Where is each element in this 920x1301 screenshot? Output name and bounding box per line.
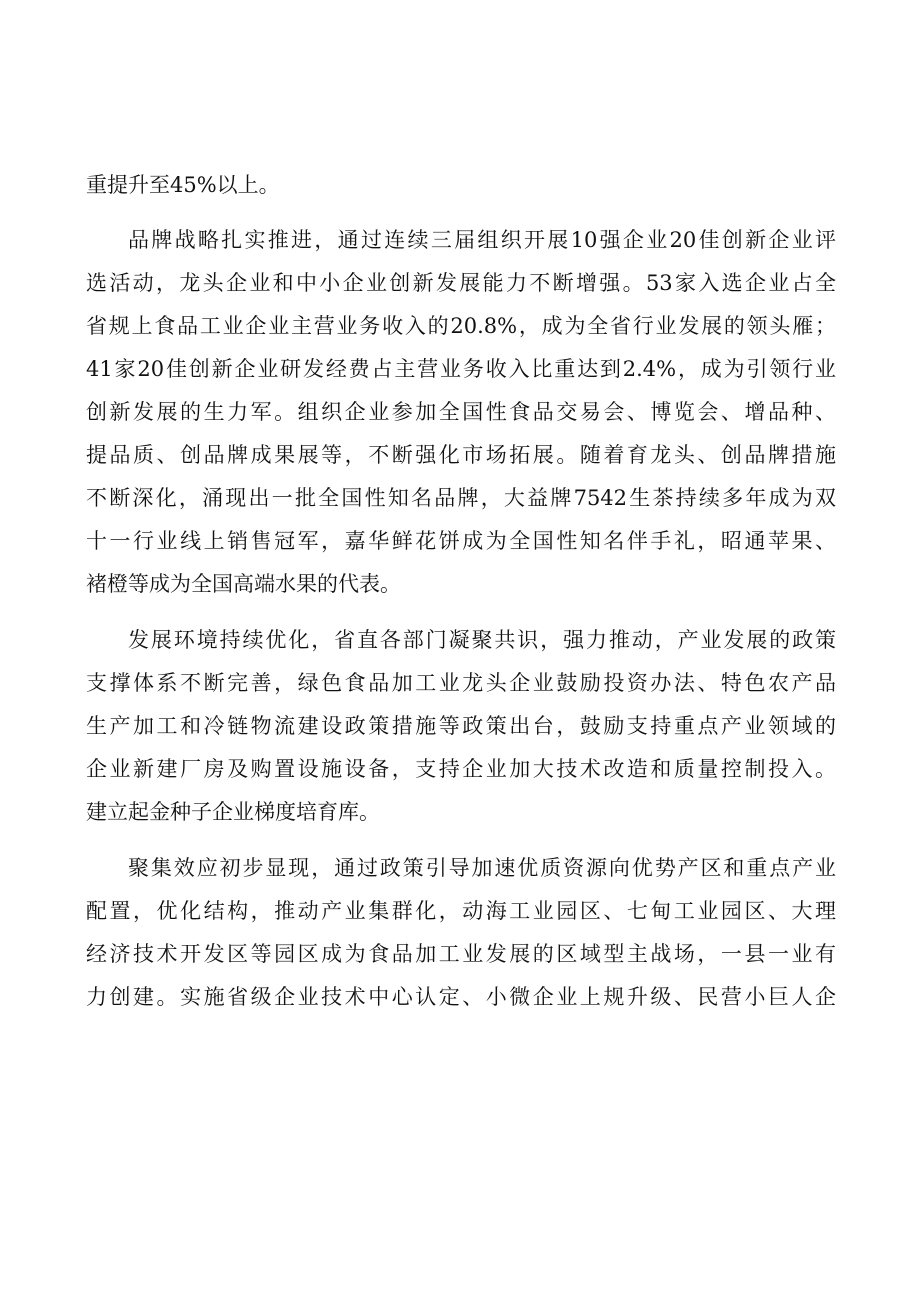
- paragraph-1-line-7: 不断深化，涌现出一批全国性知名品牌，大益牌7542生茶持续多年成为双: [86, 486, 836, 510]
- paragraph-2-line-4: 企业新建厂房及购置设施设备，支持企业加大技术改造和质量控制投入。: [86, 757, 836, 781]
- paragraph-1-line-3: 省规上食品工业企业主营业务收入的20.8%，成为全省行业发展的领头雁；: [86, 314, 836, 338]
- paragraph-1-line-4: 41家20佳创新企业研发经费占主营业务收入比重达到2.4%，成为引领行业: [86, 357, 836, 381]
- paragraph-2-line-5: 建立起金种子企业梯度培育库。: [86, 800, 380, 824]
- paragraph-1-line-2: 选活动，龙头企业和中小企业创新发展能力不断增强。53家入选企业占全: [86, 271, 836, 295]
- paragraph-0-line-1: 重提升至45%以上。: [86, 173, 280, 197]
- paragraph-2-line-2: 支撑体系不断完善，绿色食品加工业龙头企业鼓励投资办法、特色农产品: [86, 671, 836, 695]
- paragraph-1-line-6: 提品质、创品牌成果展等，不断强化市场拓展。随着育龙头、创品牌措施: [86, 443, 836, 467]
- paragraph-3-line-4: 力创建。实施省级企业技术中心认定、小微企业上规升级、民营小巨人企: [86, 985, 836, 1009]
- paragraph-1-line-8: 十一行业线上销售冠军，嘉华鲜花饼成为全国性知名伴手礼，昭通苹果、: [86, 529, 836, 553]
- paragraph-3-line-1: 聚集效应初步显现，通过政策引导加速优质资源向优势产区和重点产业: [128, 856, 836, 880]
- paragraph-3-line-3: 经济技术开发区等园区成为食品加工业发展的区域型主战场，一县一业有: [86, 942, 836, 966]
- paragraph-2-line-3: 生产加工和冷链物流建设政策措施等政策出台，鼓励支持重点产业领域的: [86, 714, 836, 738]
- paragraph-1-line-9: 褚橙等成为全国高端水果的代表。: [86, 572, 401, 596]
- paragraph-1-line-1: 品牌战略扎实推进，通过连续三届组织开展10强企业20佳创新企业评: [128, 228, 836, 252]
- paragraph-1-line-5: 创新发展的生力军。组织企业参加全国性食品交易会、博览会、增品种、: [86, 400, 836, 424]
- paragraph-3-line-2: 配置，优化结构，推动产业集群化，动海工业园区、七甸工业园区、大理: [86, 899, 836, 923]
- paragraph-2-line-1: 发展环境持续优化，省直各部门凝聚共识，强力推动，产业发展的政策: [128, 628, 836, 652]
